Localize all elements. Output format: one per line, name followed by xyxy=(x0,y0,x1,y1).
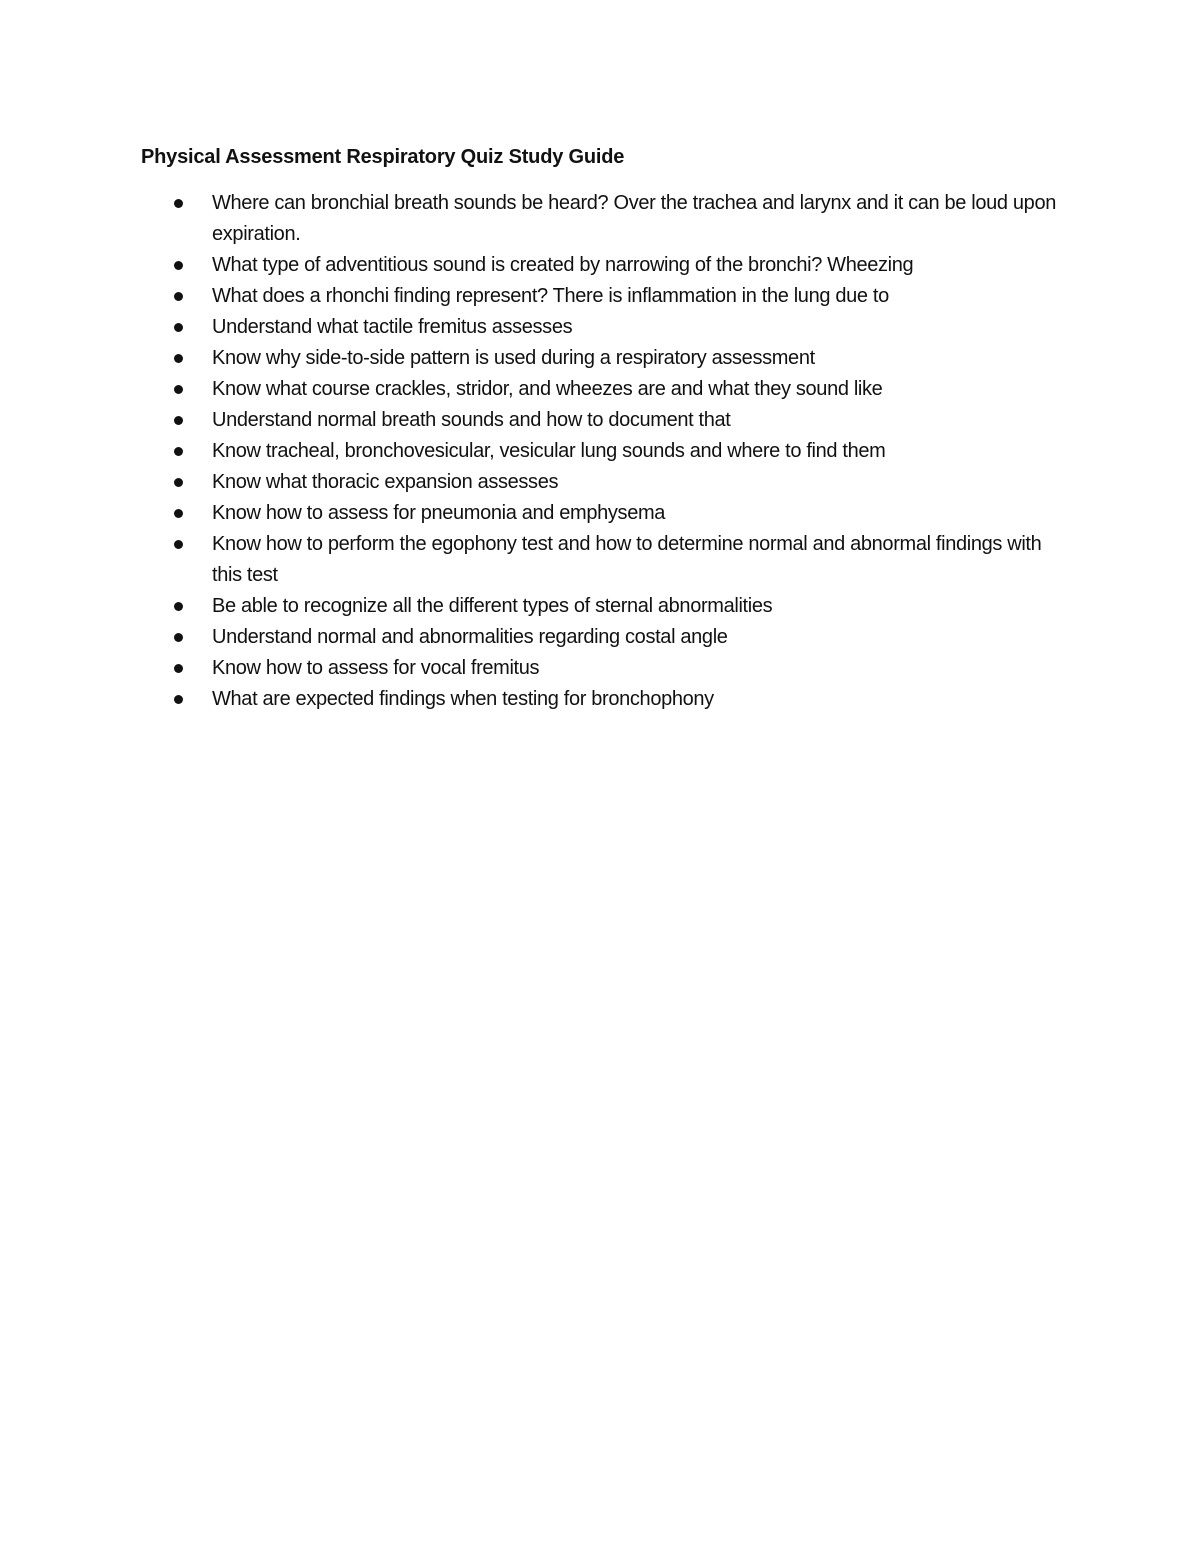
list-item-text: Know tracheal, bronchovesicular, vesicular lung sounds and where to find them xyxy=(212,440,886,462)
bullet-icon xyxy=(174,447,183,456)
bullet-icon xyxy=(174,323,183,332)
list-item-text: Know why side-to-side pattern is used during a respiratory assessment xyxy=(212,347,815,369)
bullet-icon xyxy=(174,540,183,549)
list-item xyxy=(172,622,1072,653)
list-item-text: Know what course crackles, stridor, and wheezes are and what they sound like xyxy=(212,378,883,400)
list-item-text: Be able to recognize all the different types of sternal abnormalities xyxy=(212,595,773,617)
list-item-text: Know how to assess for vocal fremitus xyxy=(212,657,540,679)
bullet-icon xyxy=(174,695,183,704)
list-item xyxy=(172,591,1072,622)
list-item xyxy=(172,529,1072,591)
bullet-icon xyxy=(174,633,183,642)
document-title: Physical Assessment Respiratory Quiz Study Guide xyxy=(141,146,625,168)
bullet-icon xyxy=(174,354,183,363)
list-item-text: What does a rhonchi finding represent? There is inflammation in the lung due to xyxy=(212,285,889,307)
list-item-text: What type of adventitious sound is created by narrowing of the bronchi? Wheezing xyxy=(212,254,914,276)
list-item-text: Understand normal and abnormalities regarding costal angle xyxy=(212,626,728,648)
list-item xyxy=(172,684,1072,715)
list-item xyxy=(172,188,1072,250)
list-item xyxy=(172,653,1072,684)
list-item xyxy=(172,250,1072,281)
list-item-text: What are expected findings when testing for bronchophony xyxy=(212,688,714,710)
list-item xyxy=(172,405,1072,436)
list-item-text: Understand what tactile fremitus assesses xyxy=(212,316,573,338)
list-item xyxy=(172,374,1072,405)
bullet-icon xyxy=(174,509,183,518)
list-item xyxy=(172,467,1072,498)
list-item-text: Understand normal breath sounds and how to document that xyxy=(212,409,731,431)
bullet-icon xyxy=(174,478,183,487)
list-item-text: Where can bronchial breath sounds be heard? Over the trachea and larynx and it can be loud upon expiration. xyxy=(212,192,1056,245)
bullet-icon xyxy=(174,292,183,301)
list-item-text: Know how to assess for pneumonia and emphysema xyxy=(212,502,666,524)
bullet-icon xyxy=(174,664,183,673)
list-item-text: Know how to perform the egophony test and how to determine normal and abnormal findings with this test xyxy=(212,533,1042,586)
bullet-icon xyxy=(174,385,183,394)
list-item xyxy=(172,343,1072,374)
list-item xyxy=(172,312,1072,343)
list-item-text: Know what thoracic expansion assesses xyxy=(212,471,559,493)
bullet-icon xyxy=(174,261,183,270)
list-item xyxy=(172,436,1072,467)
list-item xyxy=(172,498,1072,529)
bullet-icon xyxy=(174,416,183,425)
list-item xyxy=(172,281,1072,312)
bullet-icon xyxy=(174,602,183,611)
study-guide-list xyxy=(172,188,1072,715)
bullet-icon xyxy=(174,199,183,208)
